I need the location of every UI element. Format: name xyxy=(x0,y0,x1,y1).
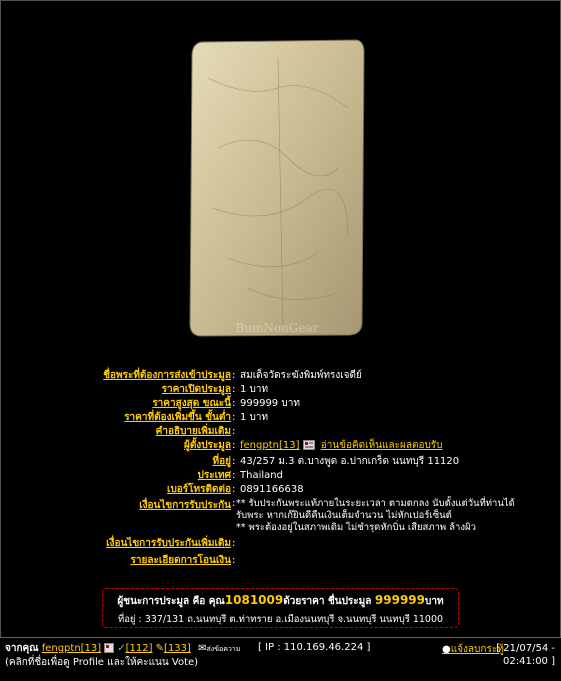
winner-address-line xyxy=(103,612,458,627)
winner-mid: ด้วยราคา ชื่นประมูล xyxy=(283,596,372,607)
conditions-text xyxy=(236,498,515,534)
condition-line: ** พระต้องอยู่ในสภาพเดิม ไม่ชำรุดหักบิ่น เสียสภาพ ล้างผิว xyxy=(236,522,476,533)
detail-value: สมเด็จวัดระฆังพิมพ์ทรงเจดีย์ xyxy=(240,370,362,381)
detail-row-extra-conditions: เงื่อนไขการรับประกันเพิ่มเติม : xyxy=(106,538,236,549)
report-link[interactable] xyxy=(442,642,504,657)
detail-row-conditions: เงื่อนไขการรับประกัน : ** รับประกันพระแท้ภายในระยะเวลา ตามตกลง นับตั้งแต่วันที่ท่านได้ รับพระ หากเก๊ยินดีคืนเงินเต็มจำนวน ไม่หักเปอร์เซ็นต์ ** พระต้องอยู่ในสภาพเดิม ไม่ชำรุดหักบิ่น เสียสภาพ ล้างผิว xyxy=(139,498,515,533)
detail-row-current-price: ราคาสูงสุด ขณะนี้ : 999999 บาท xyxy=(152,398,300,409)
detail-label: ที่อยู่ xyxy=(212,456,231,467)
detail-label: เงื่อนไขการรับประกัน xyxy=(139,500,231,511)
winner-amount: 999999 xyxy=(374,593,425,607)
envelope-icon[interactable]: ✉ xyxy=(198,643,207,654)
detail-row-description: คำอธิบายเพิ่มเติม : xyxy=(155,426,236,437)
profile-icon[interactable] xyxy=(303,440,315,450)
poster-value xyxy=(240,439,443,453)
detail-row-start-price: ราคาเปิดประมูล : 1 บาท xyxy=(161,384,269,395)
thumb-down-icon[interactable]: ✎ xyxy=(155,643,165,654)
feedback-link[interactable]: อ่านข้อคิดเห็นและผลตอบรับ xyxy=(320,440,443,451)
footer-user-link[interactable]: fengptn[13] xyxy=(41,643,102,654)
message-link[interactable]: ส่งข้อความ xyxy=(206,645,241,653)
detail-row-transfer: รายละเอียดการโอนเงิน : xyxy=(130,555,236,566)
detail-row-address: ที่อยู่ : 43/257 ม.3 ต.บางพูด อ.ปากเกร็ด นนทบุรี 11120 xyxy=(212,456,460,467)
detail-label: เงื่อนไขการรับประกันเพิ่มเติม xyxy=(106,538,231,549)
condition-line: ** รับประกันพระแท้ภายในระยะเวลา ตามตกลง นับตั้งแต่วันที่ท่านได้ xyxy=(236,498,515,509)
detail-label: ราคาสูงสุด ขณะนี้ xyxy=(152,398,231,409)
time-text: 02:41:00 ] xyxy=(503,656,555,667)
detail-label: ราคาที่ต้องเพิ่มขึ้น ขั้นต่ำ xyxy=(124,412,231,423)
detail-label: เบอร์โทรติดต่อ xyxy=(167,484,231,495)
detail-label: คำอธิบายเพิ่มเติม xyxy=(155,426,231,437)
thumb-up-icon[interactable]: ✓ xyxy=(117,643,126,654)
score-positive-link[interactable]: [112] xyxy=(125,643,153,654)
post-footer xyxy=(0,637,561,681)
watermark-text: BumNonGear xyxy=(235,321,319,335)
detail-label: ราคาเปิดประมูล xyxy=(161,384,231,395)
report-icon: ● xyxy=(442,644,451,655)
winner-prefix: ผู้ชนะการประมูล คือ คุณ xyxy=(117,596,225,607)
detail-value: Thailand xyxy=(240,470,283,481)
detail-row-min-increment: ราคาที่ต้องเพิ่มขึ้น ขั้นต่ำ : 1 บาท xyxy=(124,412,269,423)
detail-value: 43/257 ม.3 ต.บางพูด อ.ปากเกร็ด นนทบุรี 11120 xyxy=(240,456,460,467)
profile-icon[interactable] xyxy=(104,643,114,653)
detail-row-phone: เบอร์โทรติดต่อ : 0891166638 xyxy=(167,484,304,495)
winner-user-id: 1081009 xyxy=(224,593,284,607)
ip-address: [ IP : 110.169.46.224 ] xyxy=(258,642,371,653)
detail-value: 0891166638 xyxy=(240,484,304,495)
winner-address-label: ที่อยู่ : xyxy=(117,614,142,625)
post-date xyxy=(496,642,555,668)
detail-value: 999999 บาท xyxy=(240,398,300,409)
detail-label: ชื่อพระที่ต้องการส่งเข้าประมูล xyxy=(103,370,231,381)
click-hint: (คลิกที่ชื่อเพื่อดู Profile และให้คะแนน Vote) xyxy=(5,657,199,668)
poster-name-link[interactable]: fengptn[13] xyxy=(240,440,300,451)
score-negative-link[interactable]: [133] xyxy=(164,643,191,654)
winner-address: 337/131 ถ.นนทบุรี ต.ท่าทราย อ.เมืองนนทบุรี จ.นนทบุรี นนทบุรี 11000 xyxy=(144,614,444,625)
report-label: แจ้งลบกระทู้ xyxy=(450,644,504,655)
winner-suffix: บาท xyxy=(425,596,444,607)
amulet-photo xyxy=(188,38,366,338)
winner-box xyxy=(102,588,459,628)
auction-details xyxy=(0,369,561,568)
detail-value: 1 บาท xyxy=(240,384,269,395)
detail-label: ผู้ตั้งประมูล xyxy=(183,440,231,451)
date-text: [ 21/07/54 - xyxy=(496,643,555,654)
detail-row-name: ชื่อพระที่ต้องการส่งเข้าประมูล : สมเด็จวัดระฆังพิมพ์ทรงเจดีย์ xyxy=(103,370,362,381)
detail-row-country: ประเทศ : Thailand xyxy=(197,470,283,481)
detail-label: ประเทศ xyxy=(197,470,231,481)
detail-value: 1 บาท xyxy=(240,412,269,423)
condition-line: รับพระ หากเก๊ยินดีคืนเงินเต็มจำนวน ไม่หักเปอร์เซ็นต์ xyxy=(236,510,452,521)
detail-row-poster: ผู้ตั้งประมูล : fengptn[13] อ่านข้อคิดเห็นและผลตอบรับ xyxy=(183,440,443,451)
from-label: จากคุณ xyxy=(5,643,39,654)
detail-label: รายละเอียดการโอนเงิน xyxy=(130,555,231,566)
winner-line xyxy=(103,593,458,609)
